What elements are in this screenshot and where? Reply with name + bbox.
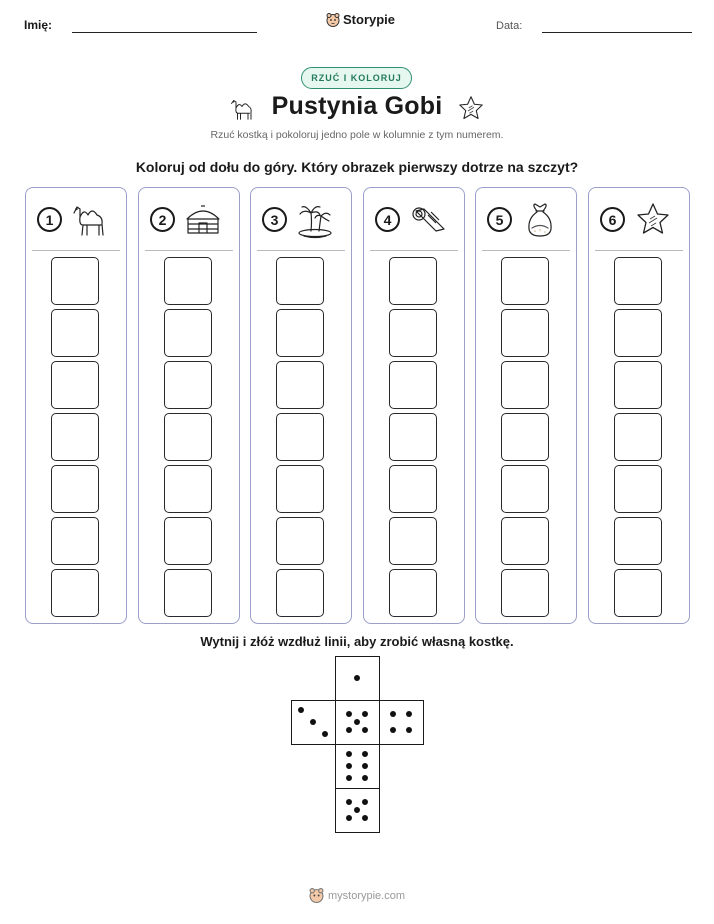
column-2 [138, 187, 240, 624]
color-box[interactable] [276, 465, 324, 513]
color-box[interactable] [389, 569, 437, 617]
date-write-line[interactable] [542, 32, 692, 33]
name-label: Imię: [24, 18, 53, 32]
dice-pip [406, 711, 412, 717]
dice-pip [322, 731, 328, 737]
color-box[interactable] [51, 413, 99, 461]
dice-pip [406, 727, 412, 733]
brand-name: Storypie [343, 12, 396, 27]
dice-face-3 [291, 700, 336, 745]
dice-pip [362, 775, 368, 781]
dice-pip [346, 751, 352, 757]
dice-pip [390, 727, 396, 733]
column-4 [363, 187, 465, 624]
color-box[interactable] [614, 517, 662, 565]
column-divider [595, 250, 683, 251]
name-write-line[interactable] [72, 32, 257, 33]
color-box[interactable] [614, 465, 662, 513]
dice-pip [362, 799, 368, 805]
dice-pip [362, 751, 368, 757]
dice-pip [310, 719, 316, 725]
color-box[interactable] [276, 257, 324, 305]
storypie-mascot-icon [309, 888, 324, 903]
dice-pip [346, 775, 352, 781]
color-box[interactable] [276, 569, 324, 617]
column-3 [250, 187, 352, 624]
dice-pip [362, 763, 368, 769]
color-box[interactable] [51, 465, 99, 513]
dice-face-5 [335, 700, 380, 745]
color-box[interactable] [51, 361, 99, 409]
dice-face-4 [379, 700, 424, 745]
color-box[interactable] [276, 361, 324, 409]
column-number: 3 [262, 207, 287, 232]
color-box[interactable] [501, 413, 549, 461]
color-box[interactable] [389, 517, 437, 565]
color-box[interactable] [164, 413, 212, 461]
color-box[interactable] [501, 257, 549, 305]
color-box[interactable] [614, 361, 662, 409]
color-box[interactable] [164, 465, 212, 513]
color-box[interactable] [276, 309, 324, 357]
color-box[interactable] [164, 569, 212, 617]
column-5 [475, 187, 577, 624]
color-box[interactable] [51, 257, 99, 305]
color-box[interactable] [276, 517, 324, 565]
star-icon [633, 201, 673, 239]
star-icon [456, 93, 486, 123]
dice-pip [362, 711, 368, 717]
color-box[interactable] [614, 257, 662, 305]
dice-pip [362, 727, 368, 733]
column-divider [145, 250, 233, 251]
color-box[interactable] [164, 257, 212, 305]
color-box[interactable] [389, 413, 437, 461]
column-divider [32, 250, 120, 251]
column-number: 6 [600, 207, 625, 232]
color-box[interactable] [389, 257, 437, 305]
column-divider [257, 250, 345, 251]
column-divider [482, 250, 570, 251]
dice-pip [354, 675, 360, 681]
dice-pip [354, 719, 360, 725]
column-number: 2 [150, 207, 175, 232]
color-box[interactable] [614, 309, 662, 357]
column-divider [370, 250, 458, 251]
column-number: 4 [375, 207, 400, 232]
column-number: 1 [37, 207, 62, 232]
dice-pip [346, 815, 352, 821]
color-box[interactable] [501, 517, 549, 565]
storypie-mascot-icon [326, 13, 340, 27]
dice-pip [390, 711, 396, 717]
color-box[interactable] [276, 413, 324, 461]
color-box[interactable] [501, 465, 549, 513]
activity-badge: RZUĆ I KOLORUJ [301, 67, 412, 89]
color-box[interactable] [51, 569, 99, 617]
color-box[interactable] [614, 413, 662, 461]
footer-url: mystorypie.com [327, 889, 406, 902]
page-title: Pustynia Gobi [271, 92, 443, 120]
color-box[interactable] [51, 517, 99, 565]
color-box[interactable] [501, 569, 549, 617]
color-box[interactable] [389, 465, 437, 513]
dice-face-6 [335, 744, 380, 789]
column-number: 5 [487, 207, 512, 232]
date-label: Data: [496, 20, 523, 32]
dice-face-5 [335, 788, 380, 833]
color-box[interactable] [614, 569, 662, 617]
color-box[interactable] [389, 309, 437, 357]
color-box[interactable] [501, 309, 549, 357]
sand-sack-icon [520, 201, 560, 239]
dice-pip [354, 807, 360, 813]
page-subtitle: Rzuć kostką i pokoloruj jedno pole w kolumnie z tym numerem. [210, 129, 504, 141]
cut-instruction: Wytnij i złóż wzdłuż linii, aby zrobić własną kostkę. [200, 634, 514, 649]
brand-logo [326, 12, 395, 27]
camel-icon [70, 201, 110, 239]
color-box[interactable] [164, 361, 212, 409]
color-box[interactable] [164, 517, 212, 565]
color-box[interactable] [389, 361, 437, 409]
dice-pip [346, 711, 352, 717]
column-6 [588, 187, 690, 624]
dice-pip [346, 763, 352, 769]
color-box[interactable] [501, 361, 549, 409]
oasis-palm-icon [295, 201, 335, 239]
dice-face-1 [335, 656, 380, 701]
color-box[interactable] [164, 309, 212, 357]
dice-pip [298, 707, 304, 713]
game-instruction: Koloruj od dołu do góry. Który obrazek pierwszy dotrze na szczyt? [135, 159, 579, 175]
dice-pip [346, 799, 352, 805]
dice-pip [346, 727, 352, 733]
dice-pip [362, 815, 368, 821]
column-1 [25, 187, 127, 624]
footer [0, 888, 714, 903]
yurt-icon [183, 201, 223, 239]
color-box[interactable] [51, 309, 99, 357]
rolled-carpet-icon [408, 201, 448, 239]
